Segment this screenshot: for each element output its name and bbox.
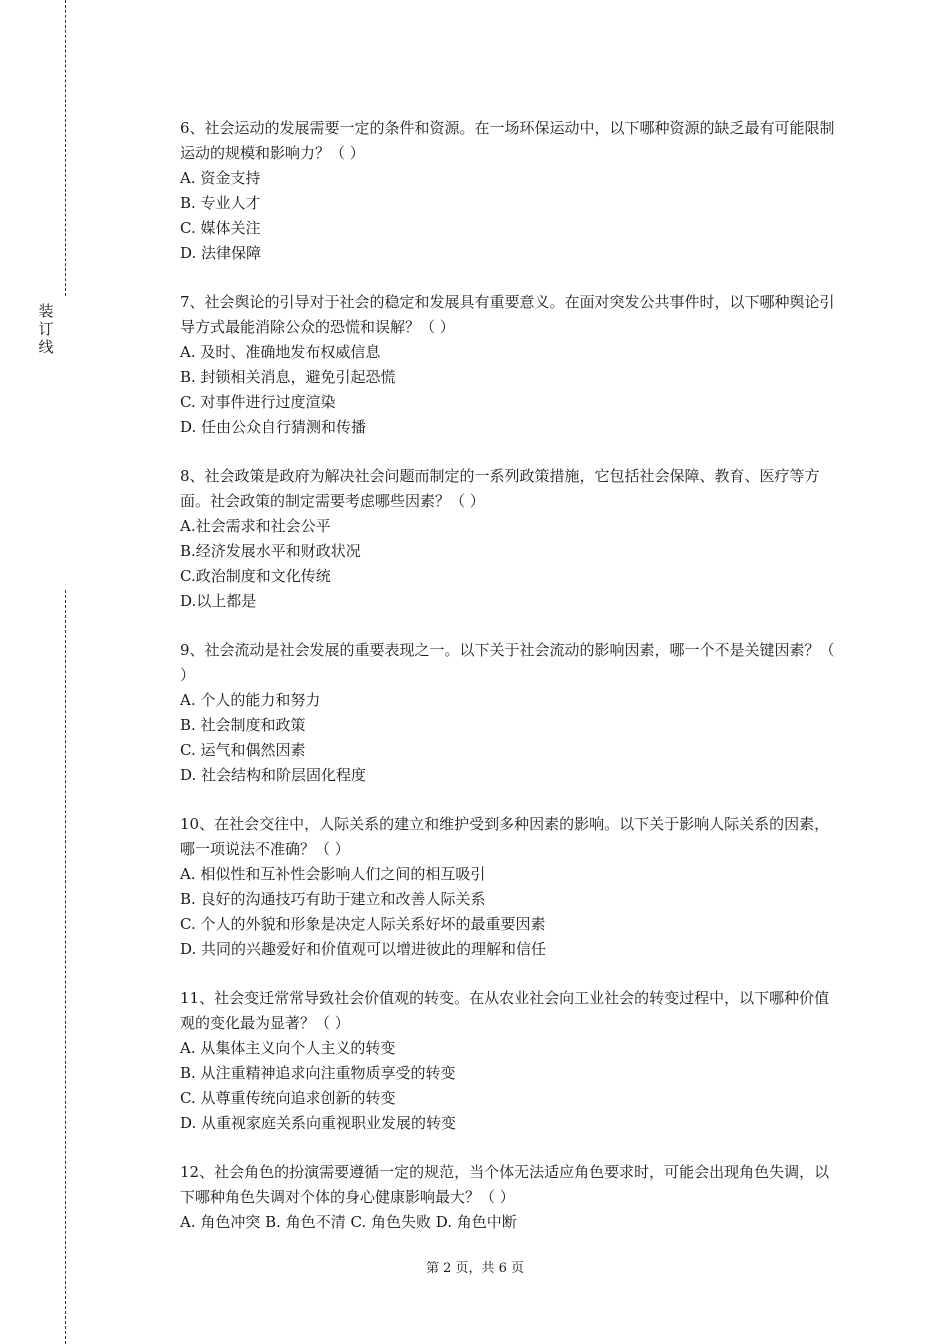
option-b: B. 从注重精神追求向注重物质享受的转变 [180, 1064, 456, 1082]
option-b: B. 社会制度和政策 [180, 716, 306, 734]
option-a: A. 个人的能力和努力 [180, 691, 321, 709]
question-stem: 9、社会流动是社会发展的重要表现之一。以下关于社会流动的影响因素，哪一个不是关键因素？（ ） [180, 641, 835, 684]
option-b: B. 良好的沟通技巧有助于建立和改善人际关系 [180, 890, 486, 908]
option-a: A. 资金支持 [180, 169, 261, 187]
binding-line-top [65, 0, 66, 296]
question-8 [180, 464, 840, 614]
question-11 [180, 986, 840, 1136]
option-c: C. 媒体关注 [180, 219, 261, 237]
binding-label [36, 302, 56, 356]
option-c: C. 运气和偶然因素 [180, 741, 306, 759]
binding-char: 订 [38, 320, 54, 338]
option-a: A. 相似性和互补性会影响人们之间的相互吸引 [180, 865, 486, 883]
question-stem: 6、社会运动的发展需要一定的条件和资源。在一场环保运动中，以下哪种资源的缺乏最有可能限制运动的规模和影响力？（ ） [180, 119, 835, 162]
option-a: A. 及时、准确地发布权威信息 [180, 343, 381, 361]
option-b: B.经济发展水平和财政状况 [180, 542, 361, 560]
option-c: C. 对事件进行过度渲染 [180, 393, 336, 411]
binding-char: 装 [38, 302, 54, 320]
option-c: C. 从尊重传统向追求创新的转变 [180, 1089, 396, 1107]
option-d: D. 从重视家庭关系向重视职业发展的转变 [180, 1114, 457, 1132]
question-6 [180, 116, 840, 266]
binding-line-bottom [65, 590, 66, 1344]
question-7 [180, 290, 840, 440]
binding-char: 线 [38, 338, 54, 356]
option-d: D. 社会结构和阶层固化程度 [180, 766, 367, 784]
question-9 [180, 638, 840, 788]
question-stem: 7、社会舆论的引导对于社会的稳定和发展具有重要意义。在面对突发公共事件时，以下哪种舆论引导方式最能消除公众的恐慌和误解？（ ） [180, 293, 835, 336]
option-d: D. 共同的兴趣爱好和价值观可以增进彼此的理解和信任 [180, 940, 547, 958]
option-a: A. 从集体主义向个人主义的转变 [180, 1039, 396, 1057]
question-stem: 12、社会角色的扮演需要遵循一定的规范，当个体无法适应角色要求时，可能会出现角色失调，以下哪种角色失调对个体的身心健康影响最大？（ ） [180, 1163, 830, 1206]
question-stem: 10、在社会交往中，人际关系的建立和维护受到多种因素的影响。以下关于影响人际关系的因素，哪一项说法不准确？（ ） [180, 815, 830, 858]
option-b: B. 封锁相关消息，避免引起恐慌 [180, 368, 396, 386]
question-stem: 11、社会变迁常常导致社会价值观的转变。在从农业社会向工业社会的转变过程中，以下哪种价值观的变化最为显著？（ ） [180, 989, 830, 1032]
question-list [180, 116, 840, 1235]
question-10 [180, 812, 840, 962]
option-d: D.以上都是 [180, 592, 257, 610]
option-b: B. 专业人才 [180, 194, 261, 212]
options-inline: A. 角色冲突 B. 角色不清 C. 角色失败 D. 角色中断 [180, 1213, 517, 1231]
question-stem: 8、社会政策是政府为解决社会问题而制定的一系列政策措施，它包括社会保障、教育、医疗等方面。社会政策的制定需要考虑哪些因素？（ ） [180, 467, 820, 510]
page-footer: 第 2 页，共 6 页 [425, 1261, 525, 1276]
question-12 [180, 1160, 840, 1235]
option-c: C. 个人的外貌和形象是决定人际关系好坏的最重要因素 [180, 915, 546, 933]
option-c: C.政治制度和文化传统 [180, 567, 331, 585]
option-d: D. 任由公众自行猜测和传播 [180, 418, 367, 436]
option-d: D. 法律保障 [180, 244, 262, 262]
option-a: A.社会需求和社会公平 [180, 517, 331, 535]
